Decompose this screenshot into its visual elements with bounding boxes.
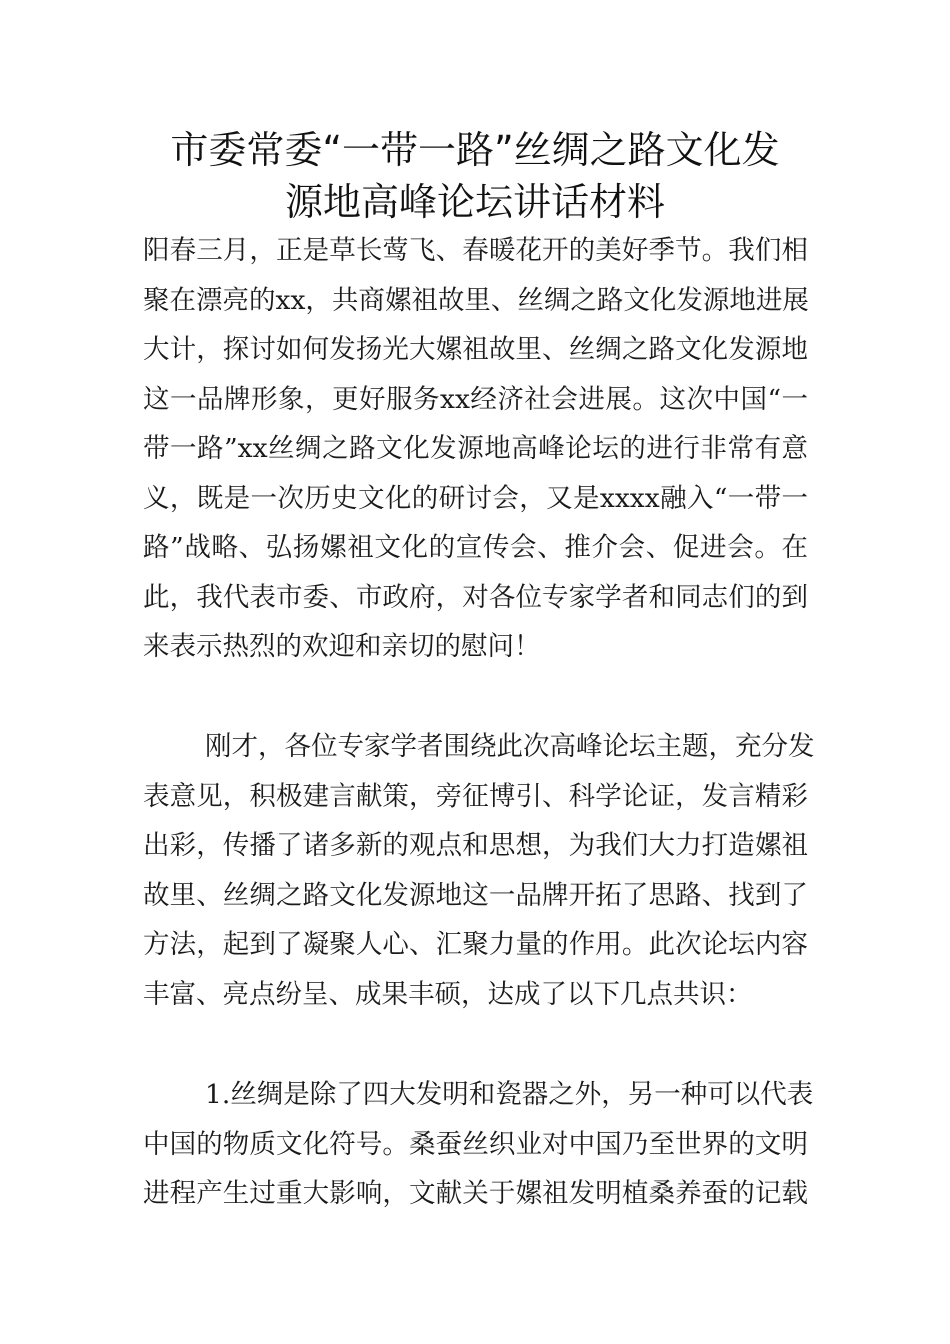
text-line: 路”战略、弘扬嫘祖文化的宣传会、推介会、促进会。在: [143, 532, 808, 563]
text-line: 1.丝绸是除了四大发明和瓷器之外，另一种可以代表: [205, 1079, 814, 1110]
text-line: 这一品牌形象，更好服务xx经济社会进展。这次中国“一: [143, 383, 808, 415]
text-line: 方法，起到了凝聚人心、汇聚力量的作用。此次论坛内容: [143, 929, 808, 960]
text-line: 进程产生过重大影响，文献关于嫘祖发明植桑养蚕的记载: [143, 1178, 808, 1209]
text-line: 义，既是一次历史文化的研讨会，又是xxxx融入“一带一: [143, 482, 808, 514]
text-line: 故里、丝绸之路文化发源地这一品牌开拓了思路、找到了: [143, 879, 808, 911]
text-line: 中国的物质文化符号。桑蚕丝织业对中国乃至世界的文明: [143, 1128, 808, 1160]
text-line: 刚才，各位专家学者围绕此次高峰论坛主题，充分发: [205, 731, 815, 762]
title-line: 源地高峰论坛讲话材料: [284, 180, 665, 224]
text-line: 丰富、亮点纷呈、成果丰硕，达成了以下几点共识：: [143, 978, 753, 1010]
paragraph-opening: [143, 226, 808, 672]
text-line: 表意见，积极建言献策，旁征博引、科学论证，发言精彩: [143, 780, 808, 812]
text-line: 出彩，传播了诸多新的观点和思想，为我们大力打造嫘祖: [143, 830, 808, 861]
document-title: [100, 124, 850, 228]
text-line: 此，我代表市委、市政府，对各位专家学者和同志们的到: [143, 581, 808, 613]
text-line: 大计，探讨如何发扬光大嫘祖故里、丝绸之路文化发源地: [143, 334, 808, 365]
title-line: 市委常委“一带一路”丝绸之路文化发: [170, 128, 780, 172]
text-line: 阳春三月，正是草长莺飞、春暖花开的美好季节。我们相: [143, 235, 808, 266]
text-line: 带一路”xx丝绸之路文化发源地高峰论坛的进行非常有意: [143, 433, 808, 464]
text-line: 聚在漂亮的xx，共商嫘祖故里、丝绸之路文化发源地进展: [143, 284, 809, 316]
text-line: 来表示热烈的欢迎和亲切的慰问！: [143, 631, 541, 662]
paragraph-point-1: [143, 1070, 814, 1219]
paragraph-consensus-intro: [143, 722, 815, 1019]
